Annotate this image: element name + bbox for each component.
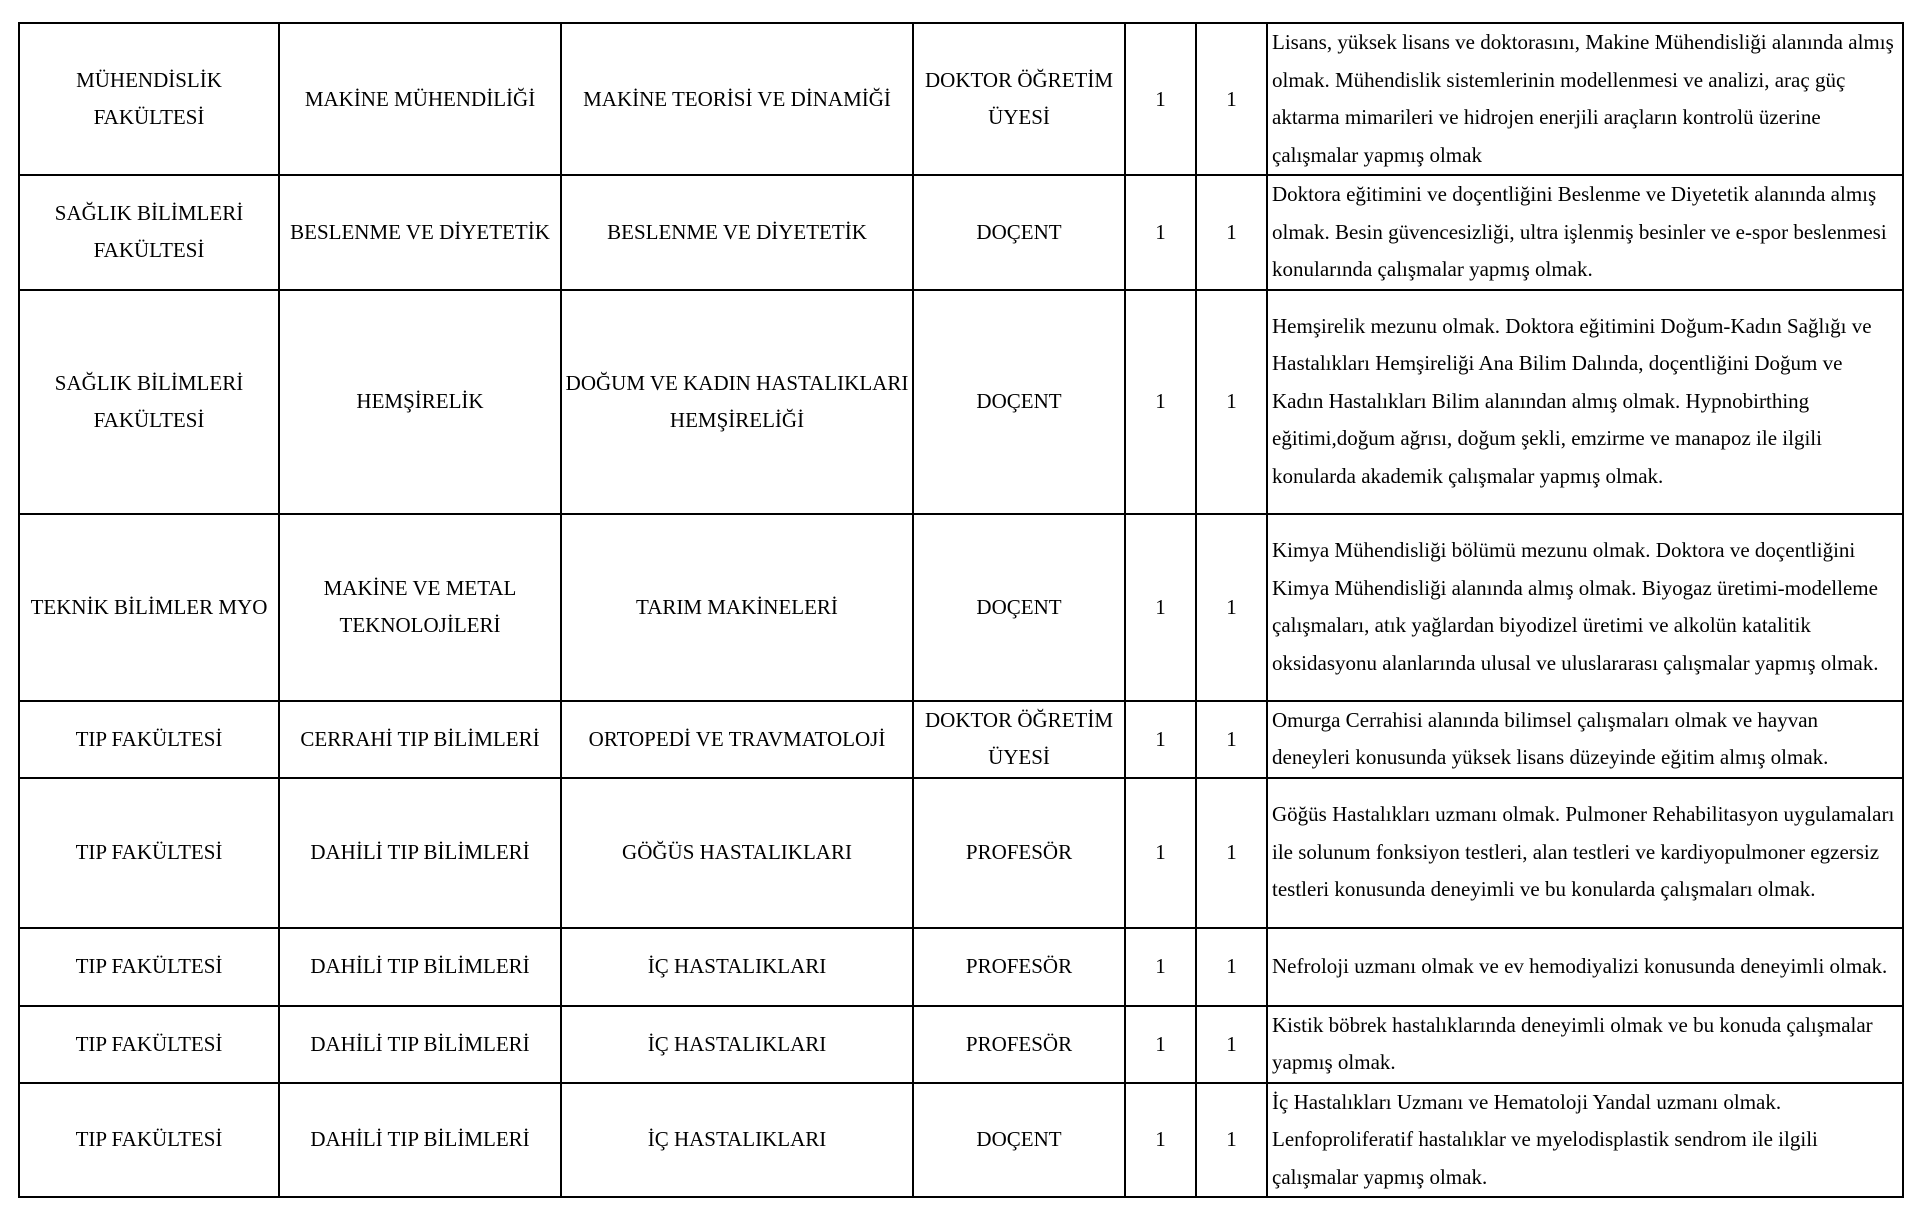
- department-cell: MAKİNE VE METAL TEKNOLOJİLERİ: [279, 514, 561, 701]
- faculty-cell: TIP FAKÜLTESİ: [19, 1006, 279, 1083]
- table-row: [19, 701, 1903, 778]
- count-cell: 1: [1125, 1083, 1196, 1198]
- department-cell: BESLENME VE DİYETETİK: [279, 175, 561, 290]
- requirement-cell: Omurga Cerrahisi alanında bilimsel çalışmaları olmak ve hayvan deneyleri konusunda yüksek lisans düzeyinde eğitim almış olmak.: [1267, 701, 1903, 778]
- count-cell: 1: [1125, 778, 1196, 928]
- count-cell: 1: [1125, 928, 1196, 1006]
- count-cell: 1: [1125, 23, 1196, 175]
- grade-cell: 1: [1196, 778, 1267, 928]
- department-cell: MAKİNE MÜHENDİLİĞİ: [279, 23, 561, 175]
- table-row: [19, 1083, 1903, 1198]
- title-cell: DOKTOR ÖĞRETİM ÜYESİ: [913, 701, 1125, 778]
- division-cell: İÇ HASTALIKLARI: [561, 1006, 913, 1083]
- count-cell: 1: [1125, 514, 1196, 701]
- table-row: [19, 290, 1903, 514]
- grade-cell: 1: [1196, 928, 1267, 1006]
- faculty-cell: TIP FAKÜLTESİ: [19, 928, 279, 1006]
- requirement-cell: Nefroloji uzmanı olmak ve ev hemodiyalizi konusunda deneyimli olmak.: [1267, 928, 1903, 1006]
- faculty-cell: MÜHENDİSLİK FAKÜLTESİ: [19, 23, 279, 175]
- division-cell: DOĞUM VE KADIN HASTALIKLARI HEMŞİRELİĞİ: [561, 290, 913, 514]
- faculty-cell: TIP FAKÜLTESİ: [19, 778, 279, 928]
- division-cell: GÖĞÜS HASTALIKLARI: [561, 778, 913, 928]
- faculty-positions-table: [18, 22, 1904, 1198]
- requirement-cell: Hemşirelik mezunu olmak. Doktora eğitimini Doğum-Kadın Sağlığı ve Hastalıkları Hemşireliği Ana Bilim Dalında, doçentliğini Doğum ve Kadın Hastalıkları Bilim alanından almış olmak. Hypnobirthing eğitimi,doğum ağrısı, doğum şekli, emzirme ve manapoz ile ilgili konularda akademik çalışmalar yapmış olmak.: [1267, 290, 1903, 514]
- faculty-cell: SAĞLIK BİLİMLERİ FAKÜLTESİ: [19, 290, 279, 514]
- table-row: [19, 1006, 1903, 1083]
- faculty-cell: TIP FAKÜLTESİ: [19, 701, 279, 778]
- grade-cell: 1: [1196, 514, 1267, 701]
- grade-cell: 1: [1196, 290, 1267, 514]
- requirement-cell: İç Hastalıkları Uzmanı ve Hematoloji Yandal uzmanı olmak. Lenfoproliferatif hastalıklar ve myelodisplastik sendrom ile ilgili çalışmalar yapmış olmak.: [1267, 1083, 1903, 1198]
- table-row: [19, 175, 1903, 290]
- department-cell: CERRAHİ TIP BİLİMLERİ: [279, 701, 561, 778]
- division-cell: İÇ HASTALIKLARI: [561, 928, 913, 1006]
- faculty-cell: SAĞLIK BİLİMLERİ FAKÜLTESİ: [19, 175, 279, 290]
- title-cell: DOÇENT: [913, 514, 1125, 701]
- table-row: [19, 514, 1903, 701]
- department-cell: DAHİLİ TIP BİLİMLERİ: [279, 928, 561, 1006]
- title-cell: DOÇENT: [913, 175, 1125, 290]
- division-cell: BESLENME VE DİYETETİK: [561, 175, 913, 290]
- department-cell: DAHİLİ TIP BİLİMLERİ: [279, 1083, 561, 1198]
- title-cell: DOÇENT: [913, 290, 1125, 514]
- department-cell: DAHİLİ TIP BİLİMLERİ: [279, 778, 561, 928]
- faculty-cell: TIP FAKÜLTESİ: [19, 1083, 279, 1198]
- count-cell: 1: [1125, 1006, 1196, 1083]
- division-cell: TARIM MAKİNELERİ: [561, 514, 913, 701]
- count-cell: 1: [1125, 701, 1196, 778]
- requirement-cell: Göğüs Hastalıkları uzmanı olmak. Pulmoner Rehabilitasyon uygulamaları ile solunum fonksiyon testleri, alan testleri ve kardiyopulmoner egzersiz testleri konusunda deneyimli ve bu konularda çalışmaları olmak.: [1267, 778, 1903, 928]
- title-cell: PROFESÖR: [913, 1006, 1125, 1083]
- grade-cell: 1: [1196, 1006, 1267, 1083]
- table-row: [19, 928, 1903, 1006]
- division-cell: ORTOPEDİ VE TRAVMATOLOJİ: [561, 701, 913, 778]
- requirement-cell: Lisans, yüksek lisans ve doktorasını, Makine Mühendisliği alanında almış olmak. Mühendislik sistemlerinin modellenmesi ve analizi, araç güç aktarma mimarileri ve hidrojen enerjili araçların kontrolü üzerine çalışmalar yapmış olmak: [1267, 23, 1903, 175]
- grade-cell: 1: [1196, 1083, 1267, 1198]
- table-row: [19, 778, 1903, 928]
- faculty-cell: TEKNİK BİLİMLER MYO: [19, 514, 279, 701]
- grade-cell: 1: [1196, 175, 1267, 290]
- requirement-cell: Kimya Mühendisliği bölümü mezunu olmak. Doktora ve doçentliğini Kimya Mühendisliği alanında almış olmak. Biyogaz üretimi-modelleme çalışmaları, atık yağlardan biyodizel üretimi ve alkolün katalitik oksidasyonu alanlarında ulusal ve uluslararası çalışmalar yapmış olmak.: [1267, 514, 1903, 701]
- count-cell: 1: [1125, 175, 1196, 290]
- department-cell: DAHİLİ TIP BİLİMLERİ: [279, 1006, 561, 1083]
- title-cell: PROFESÖR: [913, 928, 1125, 1006]
- division-cell: MAKİNE TEORİSİ VE DİNAMİĞİ: [561, 23, 913, 175]
- requirement-cell: Kistik böbrek hastalıklarında deneyimli olmak ve bu konuda çalışmalar yapmış olmak.: [1267, 1006, 1903, 1083]
- grade-cell: 1: [1196, 701, 1267, 778]
- department-cell: HEMŞİRELİK: [279, 290, 561, 514]
- division-cell: İÇ HASTALIKLARI: [561, 1083, 913, 1198]
- count-cell: 1: [1125, 290, 1196, 514]
- requirement-cell: Doktora eğitimini ve doçentliğini Beslenme ve Diyetetik alanında almış olmak. Besin güvencesizliği, ultra işlenmiş besinler ve e-spor beslenmesi konularında çalışmalar yapmış olmak.: [1267, 175, 1903, 290]
- title-cell: PROFESÖR: [913, 778, 1125, 928]
- title-cell: DOÇENT: [913, 1083, 1125, 1198]
- grade-cell: 1: [1196, 23, 1267, 175]
- table-row: [19, 23, 1903, 175]
- title-cell: DOKTOR ÖĞRETİM ÜYESİ: [913, 23, 1125, 175]
